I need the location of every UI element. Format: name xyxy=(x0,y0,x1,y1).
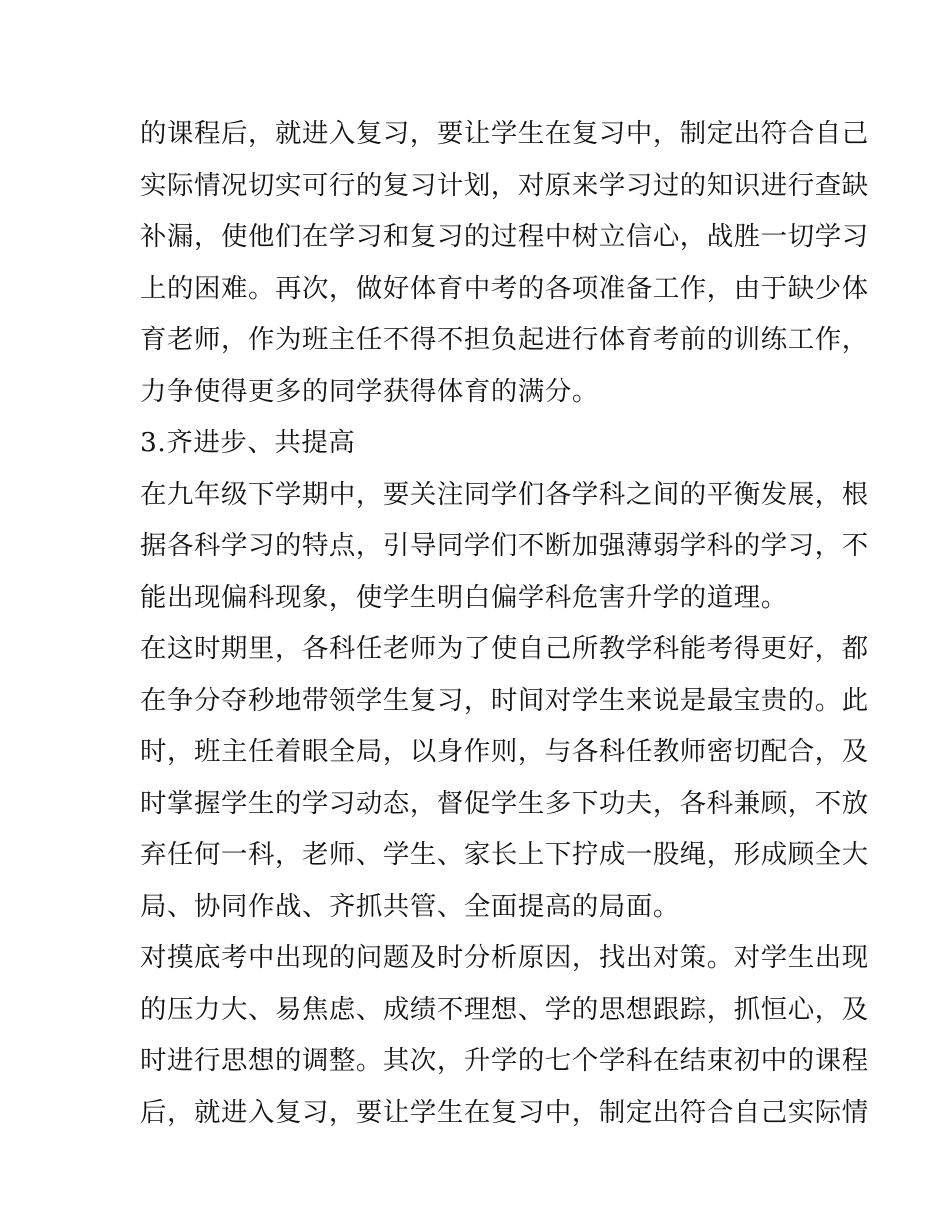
text-line: 的课程后，就进入复习，要让学生在复习中，制定出符合自己 xyxy=(140,118,869,149)
text-line: 对摸底考中出现的问题及时分析原因，找出对策。对学生出现 xyxy=(140,942,869,973)
text-line: 补漏，使他们在学习和复习的过程中树立信心，战胜一切学习 xyxy=(140,221,869,252)
text-line: 据各科学习的特点，引导同学们不断加强薄弱学科的学习，不 xyxy=(140,530,869,561)
text-line: 能出现偏科现象，使学生明白偏学科危害升学的道理。 xyxy=(140,581,788,613)
section-heading: 3.齐进步、共提高 xyxy=(140,427,356,458)
text-line: 实际情况切实可行的复习计划，对原来学习过的知识进行查缺 xyxy=(140,169,869,201)
document-body xyxy=(140,108,869,1138)
text-line: 局、协同作战、齐抓共管、全面提高的局面。 xyxy=(140,890,680,922)
text-line: 育老师，作为班主任不得不担负起进行体育考前的训练工作， xyxy=(140,324,869,355)
text-line: 在争分夺秒地带领学生复习，时间对学生来说是最宝贵的。此 xyxy=(140,684,869,716)
text-line: 时掌握学生的学习动态，督促学生多下功夫，各科兼顾，不放 xyxy=(140,787,869,819)
text-line: 时进行思想的调整。其次，升学的七个学科在结束初中的课程 xyxy=(140,1045,869,1076)
text-line: 力争使得更多的同学获得体育的满分。 xyxy=(140,375,599,407)
text-line: 在这时期里，各科任老师为了使自己所教学科能考得更好，都 xyxy=(140,633,869,664)
text-line: 弃任何一科，老师、学生、家长上下拧成一股绳，形成顾全大 xyxy=(140,839,869,870)
text-line: 上的困难。再次，做好体育中考的各项准备工作，由于缺少体 xyxy=(140,272,869,304)
text-line: 后，就进入复习，要让学生在复习中，制定出符合自己实际情 xyxy=(140,1096,869,1128)
text-line: 的压力大、易焦虑、成绩不理想、学的思想跟踪，抓恒心，及 xyxy=(140,993,869,1025)
text-line: 在九年级下学期中，要关注同学们各学科之间的平衡发展，根 xyxy=(140,478,869,510)
text-line: 时，班主任着眼全局，以身作则，与各科任教师密切配合，及 xyxy=(140,736,869,767)
